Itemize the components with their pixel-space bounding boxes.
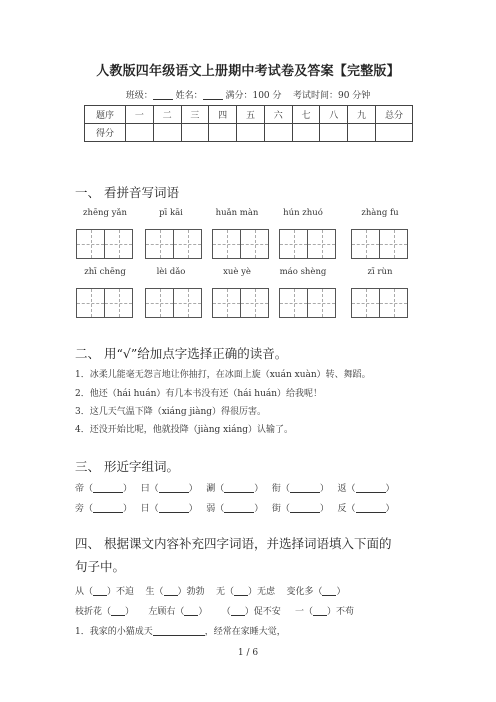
score-header-cell: 二 xyxy=(153,106,181,124)
pinyin-label: zhī chēng xyxy=(84,267,126,277)
base-char: 曰 xyxy=(140,484,150,494)
score-cell[interactable] xyxy=(153,124,181,142)
pinyin-label: máo shèng xyxy=(279,267,327,277)
score-cell[interactable] xyxy=(376,124,413,142)
idiom-suffix: ） xyxy=(125,607,135,617)
idiom-suffix: ） xyxy=(336,587,346,597)
class-label: 班级： xyxy=(125,91,153,101)
score-header-cell: 七 xyxy=(292,106,320,124)
score-header-cell: 三 xyxy=(181,106,209,124)
answer-blank[interactable] xyxy=(231,606,245,616)
class-blank xyxy=(153,90,173,100)
idiom-prefix: （ xyxy=(221,607,231,617)
pinyin-label: zhàng fu xyxy=(361,208,399,218)
question-line: 4．还没开始比呢，他就投降（jiàng xiáng）认输了。 xyxy=(75,425,294,435)
answer-blank[interactable] xyxy=(159,503,189,513)
name-blank xyxy=(203,90,223,100)
score-header-cell: 八 xyxy=(320,106,348,124)
pinyin-label: zī rùn xyxy=(367,267,393,277)
base-char: 旁 xyxy=(75,504,85,514)
score-cell[interactable] xyxy=(320,124,348,142)
word-row: 旁（ ） 日（ ） 弱（ ） 街（ ） 反（ ） xyxy=(75,504,395,514)
section-1-title: 一、 看拼音写词语 xyxy=(75,185,179,200)
base-char: 日 xyxy=(140,504,150,514)
idiom-row xyxy=(75,584,345,597)
question-line: 2．他还（hái huán）有几本书没有还（hái huán）给我呢！ xyxy=(75,389,323,399)
base-char: 衔 xyxy=(271,484,281,494)
answer-blank[interactable] xyxy=(356,483,386,493)
score-header-cell: 题序 xyxy=(85,106,126,124)
answer-blank[interactable] xyxy=(164,586,178,596)
writing-grid[interactable] xyxy=(145,288,202,318)
score-table xyxy=(84,105,413,142)
sentence-end: ，经常在家睡大觉， xyxy=(204,627,286,637)
base-char: 帝 xyxy=(75,484,85,494)
page-number: 1 / 6 xyxy=(237,648,259,658)
answer-blank[interactable] xyxy=(356,503,386,513)
idiom-suffix: ）无虑 xyxy=(247,587,275,597)
section-2-title: 二、 用“√”给加点字选择正确的读音。 xyxy=(75,346,288,361)
idiom-prefix: 生（ xyxy=(145,587,164,597)
base-char: 反 xyxy=(337,504,347,514)
writing-grid[interactable] xyxy=(76,229,133,259)
time-label: 考试时间：90 分钟 xyxy=(292,91,371,101)
score-cell[interactable] xyxy=(348,124,376,142)
answer-blank[interactable] xyxy=(184,606,198,616)
score-header-cell: 九 xyxy=(348,106,376,124)
score-cell[interactable] xyxy=(237,124,265,142)
score-header-cell: 总分 xyxy=(376,106,413,124)
writing-grid[interactable] xyxy=(76,288,133,318)
word-row: 帝（ ） 曰（ ） 涮（ ） 衔（ ） 返（ ） xyxy=(75,484,395,494)
page-title: 人教版四年级语文上册期中考试卷及答案【完整版】 xyxy=(96,64,400,79)
idiom-prefix: 无（ xyxy=(215,587,234,597)
answer-blank[interactable] xyxy=(153,626,205,636)
question-line: 1．冰柔儿能毫无怨言地让你抽打，在冰面上旋（xuán xuàn）转、舞蹈。 xyxy=(75,370,371,380)
answer-blank[interactable] xyxy=(224,503,254,513)
answer-blank[interactable] xyxy=(111,606,125,616)
section-3-title: 三、 形近字组词。 xyxy=(75,459,179,474)
pinyin-label: zhēng yǎn xyxy=(83,208,127,218)
writing-grid[interactable] xyxy=(351,288,408,318)
name-label: 姓名： xyxy=(175,91,203,101)
pinyin-label: lèi dǎo xyxy=(156,267,186,277)
answer-blank[interactable] xyxy=(290,503,320,513)
answer-blank[interactable] xyxy=(290,483,320,493)
section-4-title-cont: 句子中。 xyxy=(75,559,126,574)
answer-blank[interactable] xyxy=(93,503,123,513)
score-cell[interactable] xyxy=(292,124,320,142)
idiom-suffix: ）促不安 xyxy=(244,607,281,617)
writing-grid[interactable] xyxy=(279,229,336,259)
idiom-suffix: ）勃勃 xyxy=(177,587,205,597)
idiom-suffix: ）不迫 xyxy=(107,587,135,597)
exam-info xyxy=(0,88,496,101)
base-char: 返 xyxy=(337,484,347,494)
pinyin-label: xuè yè xyxy=(223,267,251,277)
base-char: 涮 xyxy=(206,484,216,494)
idiom-prefix: 一（ xyxy=(295,607,314,617)
score-row-label: 得分 xyxy=(85,124,126,142)
writing-grid[interactable] xyxy=(351,229,408,259)
score-cell[interactable] xyxy=(264,124,292,142)
idiom-suffix: ）不苟 xyxy=(327,607,355,617)
score-cell[interactable] xyxy=(181,124,209,142)
score-header-cell: 六 xyxy=(264,106,292,124)
base-char: 街 xyxy=(271,504,281,514)
score-cell[interactable] xyxy=(209,124,237,142)
score-cell[interactable] xyxy=(126,124,154,142)
answer-blank[interactable] xyxy=(159,483,189,493)
sentence-start: 1．我家的小猫成天 xyxy=(75,627,153,637)
idiom-prefix: 从（ xyxy=(75,587,94,597)
writing-grid[interactable] xyxy=(212,229,269,259)
answer-blank[interactable] xyxy=(224,483,254,493)
score-label: 满分：100 分 xyxy=(225,91,282,101)
idiom-row xyxy=(75,604,354,617)
score-value-row xyxy=(85,124,413,142)
score-header-cell: 四 xyxy=(209,106,237,124)
writing-grid[interactable] xyxy=(279,288,336,318)
idiom-prefix: 左顾右（ xyxy=(148,607,185,617)
pinyin-label: hún zhuó xyxy=(283,208,323,218)
idiom-prefix: 变化多（ xyxy=(286,587,323,597)
idiom-prefix: 枝折花（ xyxy=(75,607,112,617)
score-header-cell: 五 xyxy=(237,106,265,124)
answer-blank[interactable] xyxy=(93,586,107,596)
score-header-cell: 一 xyxy=(126,106,154,124)
writing-grid[interactable] xyxy=(212,288,269,318)
answer-blank[interactable] xyxy=(234,586,248,596)
base-char: 弱 xyxy=(206,504,216,514)
answer-blank[interactable] xyxy=(322,586,336,596)
score-header-row xyxy=(85,106,413,124)
question-line: 3．这几天气温下降（xiáng jiàng）得很厉害。 xyxy=(75,407,267,417)
answer-blank[interactable] xyxy=(313,606,327,616)
pinyin-label: huǎn màn xyxy=(215,208,259,218)
writing-grid[interactable] xyxy=(145,229,202,259)
section-4-title: 四、 根据课文内容补充四字词语，并选择词语填入下面的 xyxy=(75,536,392,551)
answer-blank[interactable] xyxy=(93,483,123,493)
pinyin-label: pī kāi xyxy=(159,208,183,218)
idiom-suffix: ） xyxy=(198,607,208,617)
sentence-line xyxy=(75,624,286,637)
